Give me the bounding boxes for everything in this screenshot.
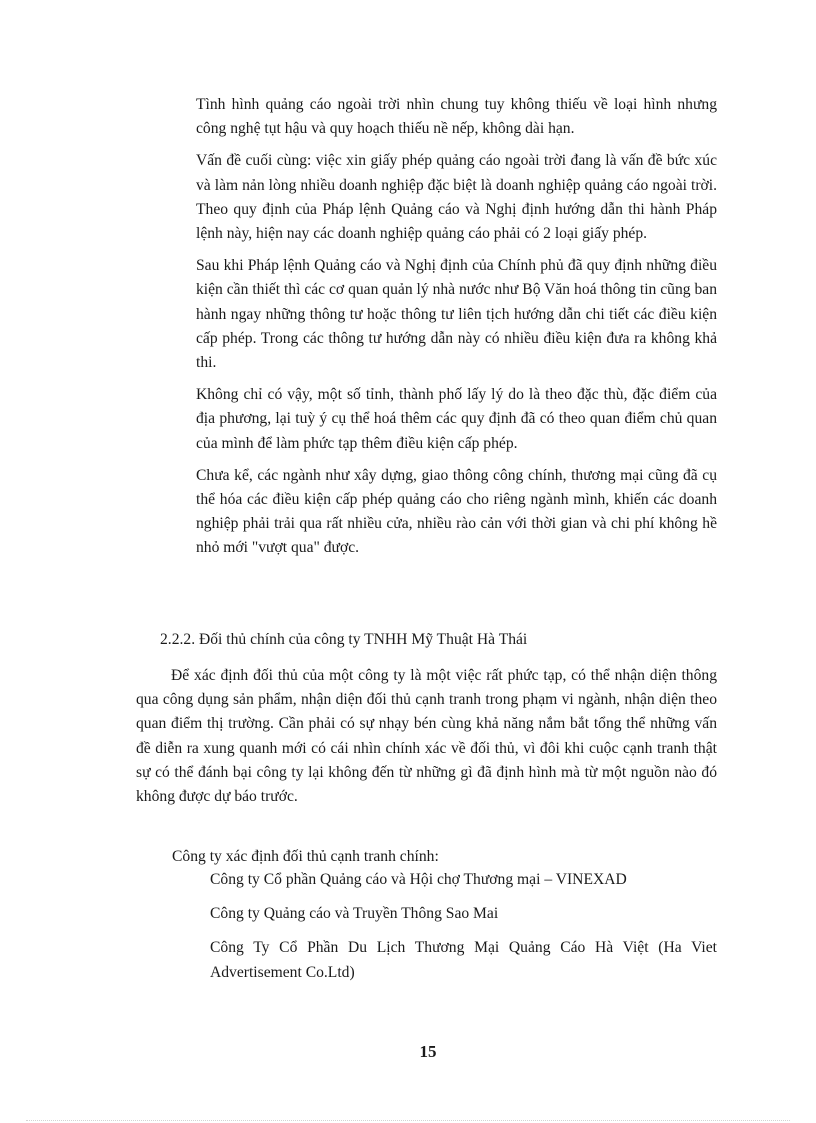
- footer-divider: [26, 1120, 790, 1121]
- competitor-list: [210, 868, 717, 995]
- bullet-paragraph-4: Không chỉ có vậy, một số tỉnh, thành phố lấy lý do là theo đặc thù, đặc điểm của địa phương, lại tuỳ ý cụ thể hoá thêm các quy định đã có theo quan điểm chủ quan của mình để làm phức tạp thêm điều kiện cấp phép.: [196, 386, 717, 452]
- competitors-intro: Công ty xác định đối thủ cạnh tranh chính:: [172, 848, 439, 865]
- bullet-paragraphs: [196, 93, 717, 569]
- section-heading: 2.2.2. Đối thủ chính của công ty TNHH Mỹ Thuật Hà Thái: [160, 631, 528, 648]
- section-body-paragraph: Để xác định đối thủ của một công ty là một việc rất phức tạp, có thể nhận diện thông qua công dụng sản phẩm, nhận diện đối thủ cạnh tranh trong phạm vi ngành, nhận diện theo quan điểm thị trường. Cần phải có sự nhạy bén cùng khả năng nắm bắt tổng thể những vấn đề diễn ra xung quanh mới có cái nhìn chính xác về đối thủ, vì đôi khi cuộc cạnh tranh thật sự có thể đánh bại công ty lại không đến từ những gì đã định hình mà từ một nguồn nào đó không được dự báo trước.: [136, 667, 717, 806]
- page-number: 15: [419, 1042, 437, 1061]
- bullet-paragraph-2: Vấn đề cuối cùng: việc xin giấy phép quảng cáo ngoài trời đang là vấn đề bức xúc và làm nản lòng nhiều doanh nghiệp đặc biệt là doanh nghiệp quảng cáo ngoài trời. Theo quy định của Pháp lệnh Quảng cáo và Nghị định hướng dẫn thi hành Pháp lệnh này, hiện nay các doanh nghiệp quảng cáo phải có 2 loại giấy phép.: [196, 152, 717, 243]
- competitor-item-3: Công Ty Cổ Phần Du Lịch Thương Mại Quảng Cáo Hà Việt (Ha Viet Advertisement Co.Ltd): [210, 939, 717, 981]
- competitor-item-2: Công ty Quảng cáo và Truyền Thông Sao Mai: [210, 905, 499, 923]
- competitor-item-1: Công ty Cổ phần Quảng cáo và Hội chợ Thương mại – VINEXAD: [210, 871, 627, 888]
- bullet-paragraph-1: Tình hình quảng cáo ngoài trời nhìn chung tuy không thiếu về loại hình nhưng công nghệ tụt hậu và quy hoạch thiếu nề nếp, không dài hạn.: [196, 96, 717, 138]
- bullet-paragraph-5: Chưa kể, các ngành như xây dựng, giao thông công chính, thương mại cũng đã cụ thể hóa các điều kiện cấp phép quảng cáo cho riêng ngành mình, khiến các doanh nghiệp phải trải qua rất nhiều cửa, nhiều rào cản với thời gian và chi phí không hề nhỏ mới "vượt qua" được.: [196, 466, 717, 557]
- bullet-paragraph-3: Sau khi Pháp lệnh Quảng cáo và Nghị định của Chính phủ đã quy định những điều kiện cần thiết thì các cơ quan quản lý nhà nước như Bộ Văn hoá thông tin cũng ban hành ngay những thông tư hoặc thông tư liên tịch hướng dẫn chi tiết các điều kiện cấp phép. Trong các thông tư hướng dẫn này có nhiều điều kiện đưa ra không khả thi.: [196, 257, 717, 372]
